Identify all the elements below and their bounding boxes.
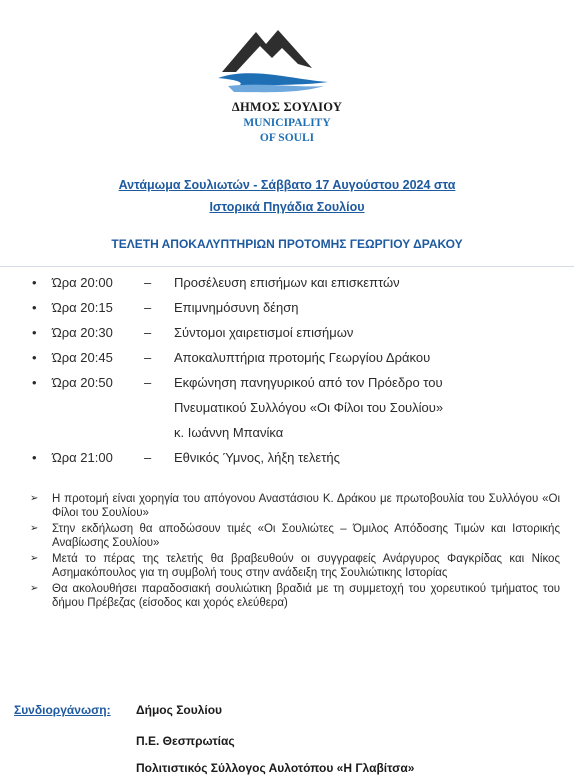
notes-list: [30, 492, 560, 612]
schedule-desc-cont: κ. Ιωάννη Μπανίκα: [174, 425, 284, 440]
arrow-bullet-icon: ➢: [30, 523, 39, 534]
schedule-item-continuation: [0, 399, 574, 424]
arrow-bullet-icon: ➢: [30, 583, 39, 594]
schedule-dash: –: [144, 450, 152, 465]
bullet-icon: •: [32, 300, 37, 315]
schedule-list: [0, 274, 574, 474]
event-title-line2: Ιστορικά Πηγάδια Σουλίου: [209, 200, 365, 214]
arrow-bullet-icon: ➢: [30, 553, 39, 564]
schedule-time: Ώρα 20:50: [52, 375, 113, 390]
schedule-item: [0, 349, 574, 374]
schedule-desc-cont: Πνευματικού Συλλόγου «Οι Φίλοι του Σουλίου»: [174, 400, 444, 415]
bullet-icon: •: [32, 275, 37, 290]
note-text: Μετά το πέρας της τελετής θα βραβευθούν οι συγγραφείς Ανάργυρος Φαγκρίδας και Νίκος Ασημακόπουλος για τη συμβολή τους στην ανάδειξη της Σουλιώτικης Ιστορίας: [52, 553, 560, 579]
divider: [0, 266, 574, 267]
organizers-label: Συνδιοργάνωση:: [14, 703, 111, 717]
municipality-logo: [200, 22, 340, 102]
org-name-english-2: OF SOULI: [259, 132, 315, 144]
schedule-dash: –: [144, 350, 152, 365]
schedule-time: Ώρα 20:15: [52, 300, 113, 315]
schedule-item: [0, 324, 574, 349]
bullet-icon: •: [32, 350, 37, 365]
schedule-item: [0, 274, 574, 299]
organizer-item: Δήμος Σουλίου: [136, 703, 223, 717]
schedule-time: Ώρα 20:45: [52, 350, 113, 365]
note-text: Στην εκδήλωση θα αποδώσουν τιμές «Οι Σουλιώτες – Όμιλος Απόδοσης Τιμών και Ιστορικής Αναβίωσης Σουλίου»: [52, 523, 560, 549]
schedule-desc: Εθνικός Ύμνος, λήξη τελετής: [174, 450, 340, 465]
note-item: [30, 552, 560, 580]
org-name-greek: ΔΗΜΟΣ ΣΟΥΛΙΟΥ: [231, 100, 343, 114]
schedule-desc: Εκφώνηση πανηγυρικού από τον Πρόεδρο του: [174, 375, 443, 390]
organizer-item: Π.Ε. Θεσπρωτίας: [136, 734, 235, 748]
bullet-icon: •: [32, 375, 37, 390]
note-text: Θα ακολουθήσει παραδοσιακή σουλιώτικη βραδιά με τη συμμετοχή του χορευτικού τμήματος του δήμου Πρέβεζας (είσοδος και χορός ελεύθερα): [52, 583, 560, 609]
schedule-dash: –: [144, 375, 152, 390]
note-item: [30, 522, 560, 550]
bullet-icon: •: [32, 325, 37, 340]
org-name-english-1: MUNICIPALITY: [243, 117, 331, 129]
schedule-desc: Σύντομοι χαιρετισμοί επισήμων: [174, 325, 354, 340]
note-text: Η προτομή είναι χορηγία του απόγονου Αναστάσιου Κ. Δράκου με πρωτοβουλία του Συλλόγου «Οι Φίλοι του Σουλίου»: [52, 493, 560, 519]
schedule-desc: Προσέλευση επισήμων και επισκεπτών: [174, 275, 400, 290]
schedule-item-continuation: [0, 424, 574, 449]
schedule-time: Ώρα 20:00: [52, 275, 113, 290]
mountain-icon: [222, 30, 312, 72]
event-subtitle: ΤΕΛΕΤΗ ΑΠΟΚΑΛΥΠΤΗΡΙΩΝ ΠΡΟΤΟΜΗΣ ΓΕΩΡΓΙΟΥ ΔΡΑΚΟΥ: [111, 237, 463, 251]
organizer-item: Πολιτιστικός Σύλλογος Αυλοτόπου «Η Γλαβίτσα»: [136, 761, 415, 775]
event-title-line1: Αντάμωμα Σουλιωτών - Σάββατο 17 Αυγούστου 2024 στα: [118, 178, 456, 192]
schedule-item: [0, 449, 574, 474]
note-item: [30, 492, 560, 520]
schedule-dash: –: [144, 300, 152, 315]
note-item: [30, 582, 560, 610]
schedule-item: [0, 299, 574, 324]
schedule-dash: –: [144, 325, 152, 340]
schedule-desc: Αποκαλυπτήρια προτομής Γεωργίου Δράκου: [174, 350, 431, 365]
arrow-bullet-icon: ➢: [30, 493, 39, 504]
schedule-time: Ώρα 21:00: [52, 450, 113, 465]
schedule-item: [0, 374, 574, 399]
schedule-desc: Επιμνημόσυνη δέηση: [174, 300, 299, 315]
schedule-dash: –: [144, 275, 152, 290]
bullet-icon: •: [32, 450, 37, 465]
schedule-time: Ώρα 20:30: [52, 325, 113, 340]
